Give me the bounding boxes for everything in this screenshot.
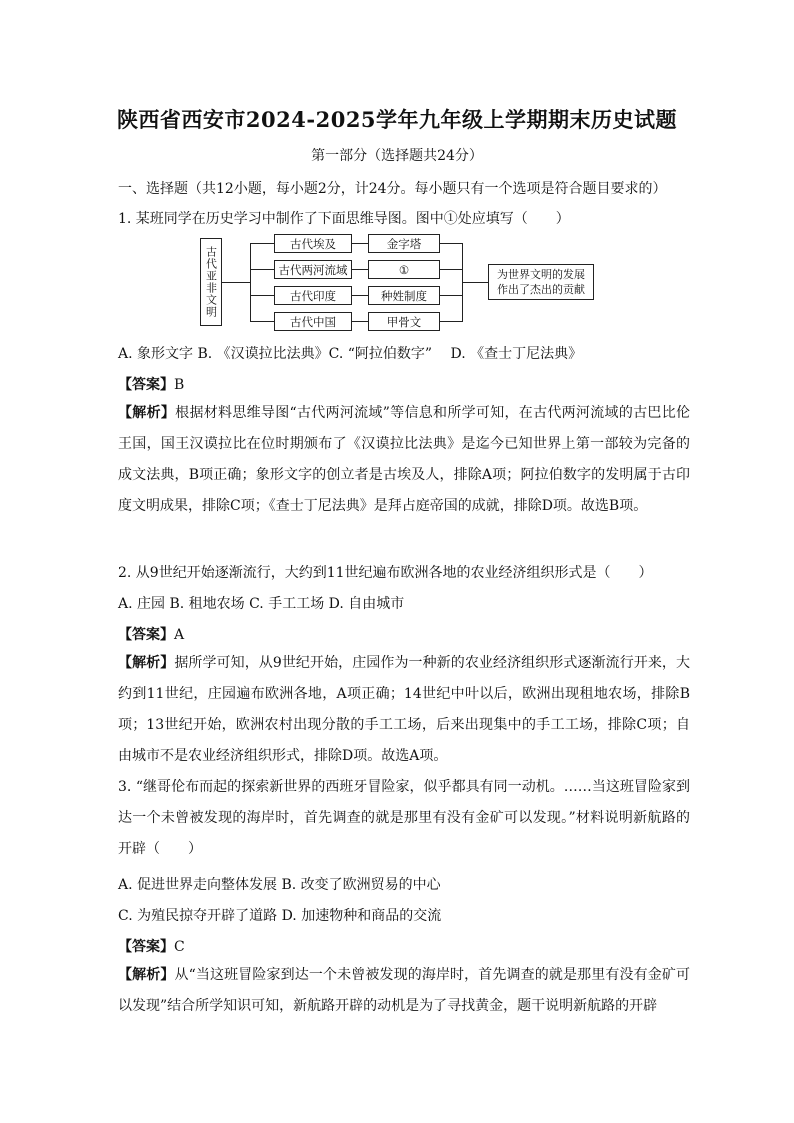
achievement-pyramid: 金字塔 bbox=[368, 234, 440, 253]
question-1-answer: 【答案】B bbox=[118, 377, 185, 393]
question-1-options: A. 象形文字 B. 《汉谟拉比法典》C. “阿拉伯数字” D. 《查士丁尼法典》 bbox=[118, 346, 583, 362]
question-3-analysis: 【解析】从“当这班冒险家到达一个未曾被发现的海岸时，首先调查的就是那里有没有金矿可以发现”结合所学知识可知，新航路开辟的动机是为了寻找黄金，题干说明新航路的开辟 bbox=[118, 967, 690, 1014]
question-3-stem: 3. “继哥伦布而起的探索新世界的西班牙冒险家，似乎都具有同一动机。……当这班冒险家到达一个未曾被发现的海岸时，首先调查的就是那里有没有金矿可以发现。”材料说明新航路的开辟（ ） bbox=[118, 779, 690, 857]
civilization-india: 古代印度 bbox=[274, 286, 352, 305]
question-3-answer: 【答案】C bbox=[118, 939, 185, 955]
civilization-egypt: 古代埃及 bbox=[274, 234, 352, 253]
question-2-analysis: 【解析】据所学可知，从9世纪开始，庄园作为一种新的农业经济组织形式逐渐流行开来，大约到11世纪，庄园遍布欧洲各地，A项正确；14世纪中叶以后，欧洲出现租地农场，排除B项；13世纪开始，欧洲农村出现分散的手工工场，后来出现集中的手工工场，排除C项；自由城市不是农业经济组织形式，排除D项。故选A项。 bbox=[118, 655, 691, 764]
mind-map-root: 古代亚非文明 bbox=[200, 238, 222, 326]
page-title: 陕西省西安市2024-2025学年九年级上学期期末历史试题 bbox=[116, 107, 678, 132]
question-2-answer: 【答案】A bbox=[118, 627, 185, 643]
achievement-caste: 种姓制度 bbox=[368, 286, 440, 305]
question-2-stem: 2. 从9世纪开始逐渐流行，大约到11世纪遍布欧洲各地的农业经济组织形式是（ ） bbox=[118, 565, 653, 581]
question-1-stem: 1. 某班同学在历史学习中制作了下面思维导图。图中①处应填写（ ） bbox=[118, 211, 570, 227]
part-heading: 第一部分（选择题共24分） bbox=[311, 148, 483, 164]
question-3-options-line-2: C. 为殖民掠夺开辟了道路 D. 加速物种和商品的交流 bbox=[118, 908, 442, 924]
civilization-mesopotamia: 古代两河流域 bbox=[274, 260, 352, 279]
achievement-blank: ① bbox=[368, 260, 440, 279]
civilization-china: 古代中国 bbox=[274, 312, 352, 331]
question-2-options: A. 庄园 B. 租地农场 C. 手工工场 D. 自由城市 bbox=[118, 596, 405, 612]
question-1-analysis: 【解析】根据材料思维导图“古代两河流域”等信息和所学可知，在古代两河流域的古巴比伦王国，国王汉谟拉比在位时期颁布了《汉谟拉比法典》是迄今已知世界上第一部较为完备的成文法典，B项正确；象形文字的创立者是古埃及人，排除A项；阿拉伯数字的发明属于古印度文明成果，排除C项；《查士丁尼法典》是拜占庭帝国的成就，排除D项。故选B项。 bbox=[118, 405, 691, 514]
question-3-options-line-1: A. 促进世界走向整体发展 B. 改变了欧洲贸易的中心 bbox=[118, 877, 441, 893]
mind-map-conclusion: 为世界文明的发展作出了杰出的贡献 bbox=[488, 264, 594, 300]
section-heading: 一、选择题（共12小题，每小题2分，计24分。每小题只有一个选项是符合题目要求的） bbox=[118, 181, 667, 197]
achievement-oracle-bone: 甲骨文 bbox=[368, 312, 440, 331]
mind-map-diagram bbox=[196, 232, 626, 332]
